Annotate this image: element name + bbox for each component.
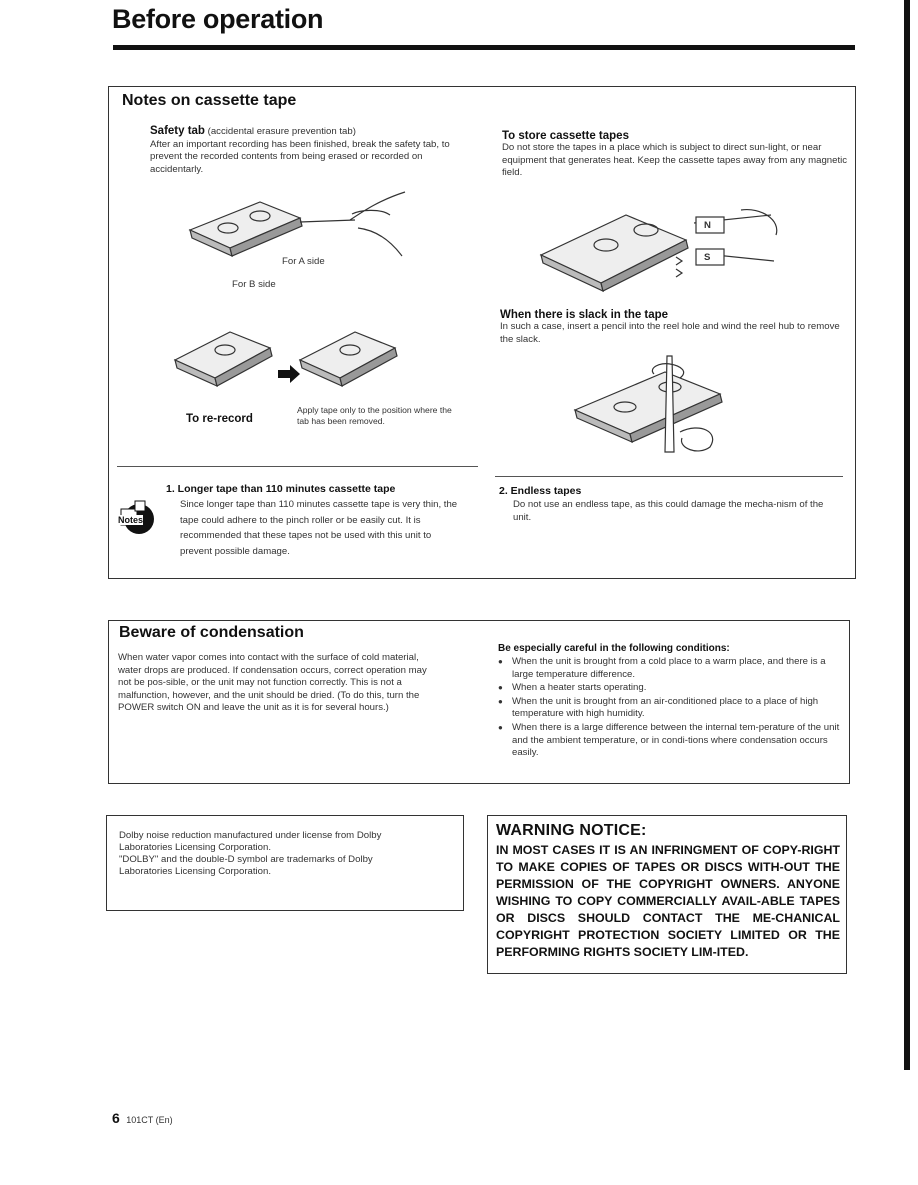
note-long-tape <box>166 483 464 559</box>
condensation-conditions <box>498 643 840 761</box>
magnet-figure <box>536 205 786 295</box>
rerecord-note: Apply tape only to the position where the tab has been removed. <box>297 405 452 426</box>
label-side-a: For A side <box>282 256 325 267</box>
dolby-line: Dolby noise reduction manufactured under license from Dolby <box>119 830 382 841</box>
safety-tab-body: After an important recording has been finished, break the safety tab, to prevent the recorded contents from being erased or recorded on accidentarly. <box>150 138 450 175</box>
pencil-wind-figure <box>570 352 730 460</box>
notes-separator-right <box>495 476 843 477</box>
page-footer <box>112 1110 173 1128</box>
magnet-north-label: N <box>704 220 711 231</box>
notes-separator-left <box>117 466 478 467</box>
condensation-body: When water vapor comes into contact with the surface of cold material, water drops are produced. If condensation occurs, correct operation may not be pos-sible, or the unit may not function correctly. This is not a malfunction, however, and the unit should be dried. (To do this, turn the POWER switch ON and leave the unit as it is for several hours.) <box>118 652 427 714</box>
title-rule <box>113 45 855 50</box>
magnet-south-label: S <box>704 252 711 263</box>
page-number: 6 <box>112 1110 120 1126</box>
label-side-b: For B side <box>232 279 276 290</box>
safety-tab-text <box>150 125 458 176</box>
slack-text <box>500 309 848 346</box>
condition-item: ● When there is a large difference between the internal tem-perature of the unit and the ambient temperature, or in condi-tions where condensation occurs easily. <box>498 722 840 760</box>
condition-item: ● When the unit is brought from a cold place to a warm place, and there is a large temperature difference. <box>498 656 840 681</box>
safety-tab-subtitle: (accidental erasure prevention tab) <box>207 126 356 137</box>
note-endless-tape-body: Do not use an endless tape, as this could damage the mecha-nism of the unit. <box>513 499 824 523</box>
store-tapes-text <box>502 130 848 180</box>
store-tapes-body: Do not store the tapes in a place which is subject to direct sun-light, or near equipment that generates heat. Keep the cassette tapes away from any magnetic field. <box>502 142 848 179</box>
dolby-line: Laboratories Licensing Corporation. <box>119 866 271 877</box>
rerecord-figure <box>170 320 400 400</box>
condition-item: ● When a heater starts operating. <box>498 682 840 695</box>
rerecord-label: To re-record <box>186 413 253 425</box>
page-title: Before operation <box>112 4 324 34</box>
note-endless-tape-title: 2. Endless tapes <box>499 485 582 497</box>
conditions-list <box>498 656 840 760</box>
condition-item: ● When the unit is brought from an air-conditioned place to a place of high temperature with high humidity. <box>498 696 840 721</box>
notes-icon <box>117 497 155 535</box>
condensation-heading: Beware of condensation <box>119 624 304 641</box>
notes-icon-label: Notes <box>118 515 144 525</box>
note-endless-tape <box>499 485 839 524</box>
slack-title: When there is slack in the tape <box>500 309 669 321</box>
safety-tab-title: Safety tab <box>150 125 205 137</box>
note-long-tape-body: Since longer tape than 110 minutes cassette tape is very thin, the tape could adhere to the pinch roller or be easily cut. It is recommended that these tapes not be used with this unit to prevent possible damage. <box>180 499 458 557</box>
dolby-line: Laboratories Licensing Corporation. <box>119 842 271 853</box>
dolby-license-text <box>119 830 453 878</box>
note-long-tape-title: 1. Longer tape than 110 minutes cassette tape <box>166 483 396 495</box>
store-tapes-title: To store cassette tapes <box>502 130 629 142</box>
model-code: 101CT (En) <box>126 1115 173 1125</box>
slack-body: In such a case, insert a pencil into the reel hole and wind the reel hub to remove the slack. <box>500 321 840 345</box>
page-edge-bar <box>904 0 910 1070</box>
warning-body: IN MOST CASES IT IS AN INFRINGMENT OF COPY-RIGHT TO MAKE COPIES OF TAPES OR DISCS WITH-OUT THE PERMISSION OF THE COPYRIGHT OWNERS. ANYONE WISHING TO COPY COMMERCIALLY AVAIL-ABLE TAPES OR DISCS SHOULD CONTACT THE ME-CHANICAL COPYRIGHT PROTECTION SOCIETY LIMITED OR THE PERFORMING RIGHTS SOCIETY LIM-ITED. <box>496 843 840 959</box>
cassette-notes-heading: Notes on cassette tape <box>122 92 297 109</box>
conditions-title: Be especially careful in the following conditions: <box>498 643 730 654</box>
dolby-line: "DOLBY" and the double-D symbol are trademarks of Dolby <box>119 854 373 865</box>
warning-title: WARNING NOTICE: <box>496 822 647 839</box>
